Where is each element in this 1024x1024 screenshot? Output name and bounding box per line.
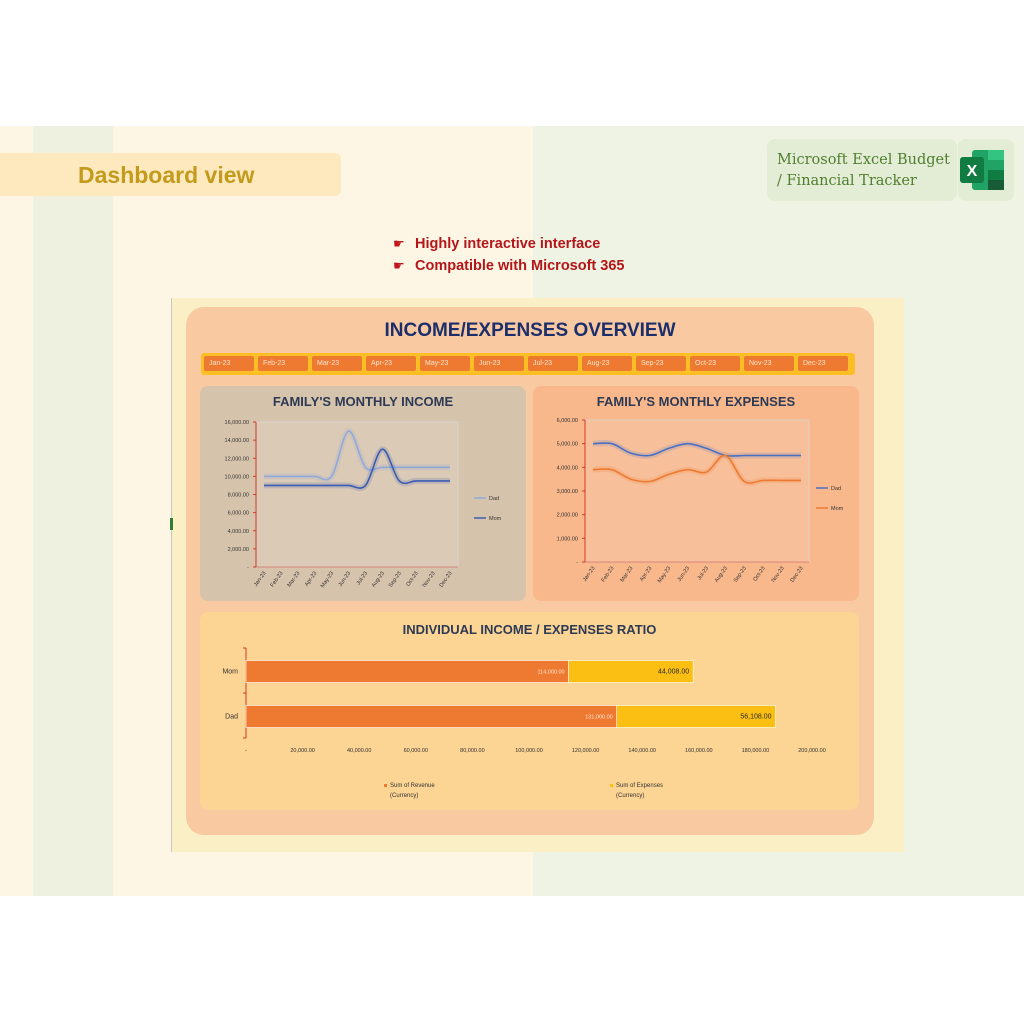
y-tick-label: 5,000.00 <box>556 441 578 448</box>
x-tick-label: Dec-23 <box>438 570 454 589</box>
bar-data-label: 44,008.00 <box>658 668 690 676</box>
x-tick-label: Oct-23 <box>405 570 420 588</box>
x-tick-label: Sep-23 <box>732 565 748 584</box>
excel-logo-letter: X <box>966 163 978 180</box>
x-tick-label: 20,000.00 <box>290 748 315 754</box>
y-tick-label: 8,000.00 <box>227 492 249 499</box>
x-tick-label: Feb-23 <box>600 565 616 584</box>
feature-item <box>393 255 624 277</box>
month-filter-button[interactable]: Dec-23 <box>798 356 848 371</box>
income-chart-panel <box>200 386 526 601</box>
legend-label: Mom <box>489 516 502 522</box>
x-tick-label: Jul-23 <box>696 565 711 582</box>
expenses-chart-panel <box>533 386 859 601</box>
legend-label: Sum of Revenue <box>390 783 435 789</box>
x-tick-label: - <box>245 748 247 754</box>
ratio-bar-chart <box>200 612 859 810</box>
brand-name <box>777 150 957 192</box>
x-tick-label: Jul-23 <box>355 570 370 587</box>
x-tick-label: Jun-23 <box>676 565 692 583</box>
view-title-banner <box>0 153 341 196</box>
month-filter-button[interactable]: Feb-23 <box>258 356 308 371</box>
x-tick-label: 40,000.00 <box>346 748 372 754</box>
legend-label: Dad <box>489 496 500 502</box>
dashboard-title: INCOME/EXPENSES OVERVIEW <box>384 320 676 341</box>
y-tick-label: 2,000.00 <box>227 546 249 553</box>
x-tick-label: Aug-23 <box>370 570 387 589</box>
y-tick-label: 16,000.00 <box>224 420 249 426</box>
y-tick-label: 1,000.00 <box>556 536 578 543</box>
month-filter-button[interactable]: Nov-23 <box>744 356 794 371</box>
category-label: Dad <box>225 713 238 721</box>
y-tick-label: 4,000.00 <box>227 528 249 535</box>
x-tick-label: May-23 <box>319 570 336 590</box>
x-tick-label: 60,000.00 <box>403 748 429 754</box>
chart-title: INDIVIDUAL INCOME / EXPENSES RATIO <box>402 622 657 637</box>
row-indicator <box>170 518 173 530</box>
x-tick-label: Jan-23 <box>582 565 597 583</box>
x-tick-label: Feb-23 <box>269 570 285 589</box>
y-tick-label: 14,000.00 <box>224 438 249 445</box>
x-tick-label: Mar-23 <box>619 565 635 584</box>
bar-data-label: 114,000.00 <box>537 669 565 676</box>
category-label: Mom <box>222 668 238 676</box>
month-filter-button[interactable]: Mar-23 <box>312 356 362 371</box>
month-filter-button[interactable]: Sep-23 <box>636 356 686 371</box>
month-filter-button[interactable]: Jun-23 <box>474 356 524 371</box>
month-filter-button[interactable]: Jul-23 <box>528 356 578 371</box>
y-tick-label: 6,000.00 <box>227 510 249 517</box>
feature-text: Highly interactive interface <box>415 236 601 252</box>
legend-label: (Currency) <box>616 793 645 799</box>
bar-revenue <box>246 706 617 728</box>
x-tick-label: Nov-23 <box>770 565 786 584</box>
brand-line-1: Microsoft Excel Budget <box>777 152 950 168</box>
x-tick-label: 160,000.00 <box>685 748 713 754</box>
y-tick-label: 10,000.00 <box>224 474 249 481</box>
chart-title: FAMILY'S MONTHLY EXPENSES <box>596 394 796 409</box>
excel-logo-icon <box>958 139 1014 201</box>
legend-swatch <box>610 784 613 787</box>
x-tick-label: Mar-23 <box>286 570 302 589</box>
x-tick-label: 100,000.00 <box>515 748 543 754</box>
ratio-chart-panel <box>200 612 859 810</box>
background-band <box>0 126 33 896</box>
x-tick-label: Dec-23 <box>789 565 805 584</box>
background-band <box>33 126 113 896</box>
y-tick-label: 12,000.00 <box>224 456 249 463</box>
x-tick-label: 180,000.00 <box>741 748 770 754</box>
legend-label: Dad <box>831 486 842 492</box>
legend-label: Sum of Expenses <box>616 783 664 789</box>
month-filter-button[interactable]: May-23 <box>420 356 470 371</box>
month-filter-button[interactable]: Apr-23 <box>366 356 416 371</box>
bar-revenue <box>246 661 569 683</box>
income-line-chart <box>200 386 526 601</box>
pointing-hand-icon: ☛ <box>393 258 405 273</box>
view-title: Dashboard view <box>78 162 255 188</box>
pointing-hand-icon: ☛ <box>393 236 405 251</box>
bar-data-label: 56,108.00 <box>740 713 772 721</box>
plot-area <box>585 420 809 562</box>
bar-data-label: 131,000.00 <box>585 714 613 721</box>
x-tick-label: Apr-23 <box>303 570 319 588</box>
month-filter-button[interactable]: Jan-23 <box>204 356 254 371</box>
x-tick-label: 200,000.00 <box>798 748 826 754</box>
legend-swatch <box>384 784 387 787</box>
y-tick-label: - <box>576 560 578 566</box>
x-tick-label: Nov-23 <box>421 570 437 589</box>
x-tick-label: Aug-23 <box>713 565 730 584</box>
feature-text: Compatible with Microsoft 365 <box>415 258 625 274</box>
x-tick-label: 120,000.00 <box>571 748 600 754</box>
y-tick-label: - <box>247 565 249 571</box>
expenses-line-chart <box>533 386 859 601</box>
feature-list <box>393 233 624 277</box>
brand-banner <box>767 139 957 201</box>
x-tick-label: Jun-23 <box>337 570 353 588</box>
y-tick-label: 2,000.00 <box>556 512 578 519</box>
chart-title: FAMILY'S MONTHLY INCOME <box>272 394 454 409</box>
x-tick-label: May-23 <box>656 565 673 585</box>
feature-item <box>393 233 624 255</box>
month-filter-button[interactable]: Aug-23 <box>582 356 632 371</box>
month-filter-button[interactable]: Oct-23 <box>690 356 740 371</box>
x-tick-label: Jan-23 <box>253 570 268 588</box>
excel-logo-container <box>958 139 1014 201</box>
legend-label: (Currency) <box>390 793 419 799</box>
y-tick-label: 4,000.00 <box>556 465 578 472</box>
x-tick-label: Apr-23 <box>638 565 654 583</box>
x-tick-label: Sep-23 <box>387 570 403 589</box>
month-slicer <box>201 353 855 375</box>
brand-line-2: / Financial Tracker <box>777 173 917 189</box>
x-tick-label: 140,000.00 <box>628 748 656 754</box>
x-tick-label: 80,000.00 <box>460 748 485 754</box>
y-tick-label: 6,000.00 <box>556 418 578 424</box>
y-tick-label: 3,000.00 <box>556 489 578 495</box>
x-tick-label: Oct-23 <box>752 565 767 583</box>
legend-label: Mom <box>831 506 844 512</box>
